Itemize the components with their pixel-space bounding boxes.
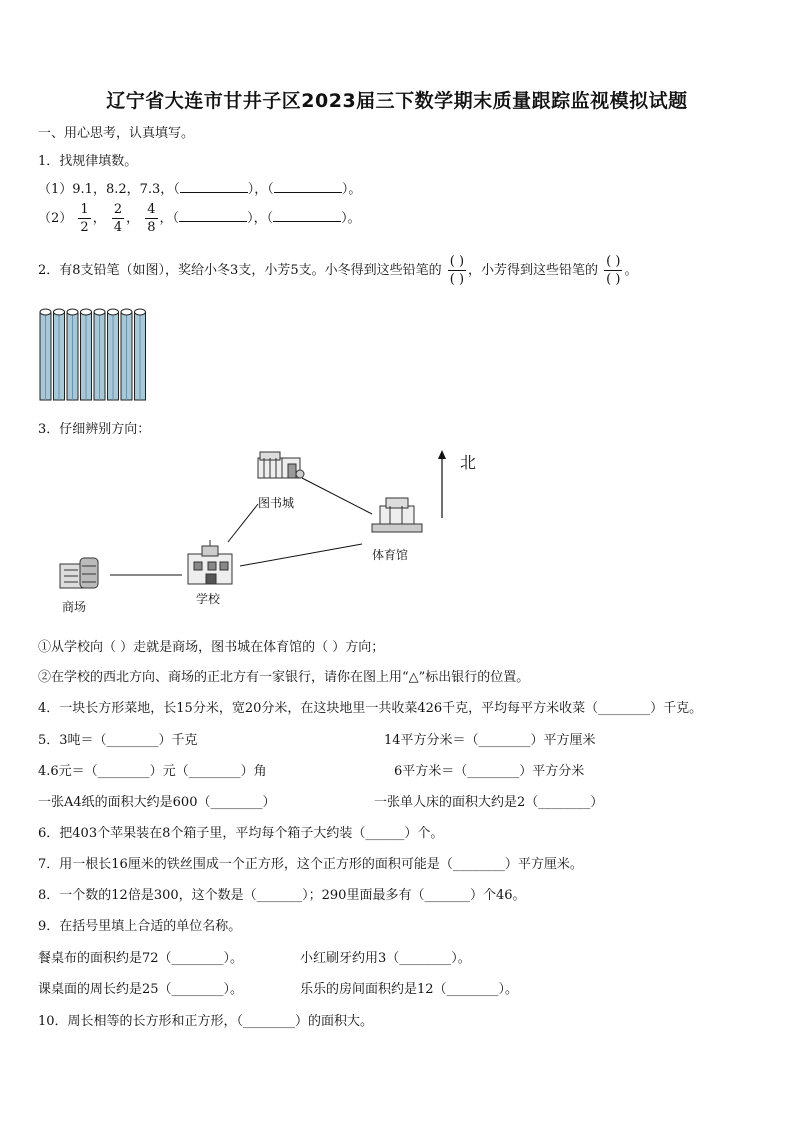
pencil-end [121,309,132,315]
question-7: 7．用一根长16厘米的铁丝围成一个正方形，这个正方形的面积可能是（________）平方厘米。 [38,857,583,872]
section-heading: 一、用心思考，认真填写。 [38,126,195,141]
question-5-a: 5．3吨＝（________）千克 [38,733,198,748]
fraction: $\frac{4}{8}$ [147,202,156,235]
fraction-blank[interactable]: $\frac{( )}{( )}$ [606,254,621,287]
north-arrow-icon [438,450,446,459]
pencil-end [81,309,92,315]
q2-text-a: 2．有8支铅笔（如图），奖给小冬3支，小芳5支。小冬得到这些铅笔的 [38,263,442,278]
pencil-end [40,309,51,315]
question-5-b: 14平方分米＝（________）平方厘米 [384,733,596,748]
pencil-end [108,309,119,315]
q2-text-c: 。 [624,263,638,278]
question-9-b: 小红刷牙约用3（________）。 [300,951,471,966]
question-9-c: 课桌面的周长约是25（________）。 [38,982,244,997]
q1-part1-prefix: （1）9.1，8.2，7.3，（ [38,182,180,197]
question-9-d: 乐乐的房间面积约是12（________）。 [300,982,519,997]
q1-part2-prefix: （2） [38,211,73,226]
library-label: 图书城 [258,496,295,510]
school-label: 学校 [196,592,221,606]
line-library-gym [302,478,372,514]
q1-part1-mid: ），（ [247,182,274,197]
mall-building-icon [60,558,98,588]
question-5-d: 6平方米＝（________）平方分米 [394,764,585,779]
question-6: 6．把403个苹果装在8个箱子里，平均每个箱子大约装（______）个。 [38,826,444,841]
question-2 [38,255,637,286]
answer-blank[interactable] [273,209,341,222]
school-building-icon [188,540,232,584]
direction-map [50,444,510,614]
q1-part2-mid-1: ，（ [159,211,180,226]
answer-blank[interactable] [179,209,247,222]
gym-label: 体育馆 [372,548,409,562]
question-3-heading: 3．仔细辨别方向： [38,422,151,437]
pencil-end [67,309,78,315]
question-1-part-2: （2） $\frac{1}{2}$ ， $\frac{2}{4}$ ， $\frac{4}{8}$ ，（ ），（ ）。 [38,202,361,235]
pencil-end [135,309,146,315]
question-1-heading: 1．找规律填数。 [38,154,138,169]
gym-building-icon [372,498,422,532]
line-school-gym [240,544,362,566]
library-building-icon [258,452,304,478]
question-5-e: 一张A4纸的面积大约是600（________） [38,795,276,810]
question-9-heading: 9．在括号里填上合适的单位名称。 [38,919,242,934]
question-3-sub-2: ②在学校的西北方向、商场的正北方有一家银行，请你在图上用“△”标出银行的位置。 [38,670,530,685]
pencil-end [94,309,105,315]
page-title: 辽宁省大连市甘井子区2023届三下数学期末质量跟踪监视模拟试题 [106,90,688,112]
q1-part2-mid-2: ），（ [247,211,274,226]
question-4: 4．一块长方形菜地，长15分米，宽20分米，在这块地里一共收菜426千克，平均每平方米收菜（________）千克。 [38,701,703,716]
q1-part2-suffix: ）。 [341,211,361,226]
question-10: 10．周长相等的长方形和正方形，（________）的面积大。 [38,1014,374,1029]
question-5-c: 4.6元＝（________）元（________）角 [38,764,267,779]
question-1-part-1 [38,178,361,197]
fraction: $\frac{2}{4}$ [113,202,123,235]
q1-part1-suffix: ）。 [341,182,362,197]
north-label: 北 [460,453,477,472]
q2-text-b: ，小芳得到这些铅笔的 [468,263,599,278]
question-9-a: 餐桌布的面积约是72（________）。 [38,951,244,966]
fraction-blank[interactable]: $\frac{( )}{( )}$ [449,254,465,287]
answer-blank[interactable] [274,180,342,193]
mall-label: 商场 [62,600,87,614]
line-school-library [228,504,258,542]
fraction: $\frac{1}{2}$ [80,202,89,235]
answer-blank[interactable] [180,180,248,193]
pencil-end [54,309,65,315]
question-8: 8．一个数的12倍是300，这个数是（_______）；290里面最多有（_______）个46。 [38,888,526,903]
question-3-sub-1: ①从学校向（ ）走就是商场，图书城在体育馆的（ ）方向； [38,640,385,655]
question-5-f: 一张单人床的面积大约是2（________） [374,795,604,810]
pencils-illustration [38,306,150,402]
